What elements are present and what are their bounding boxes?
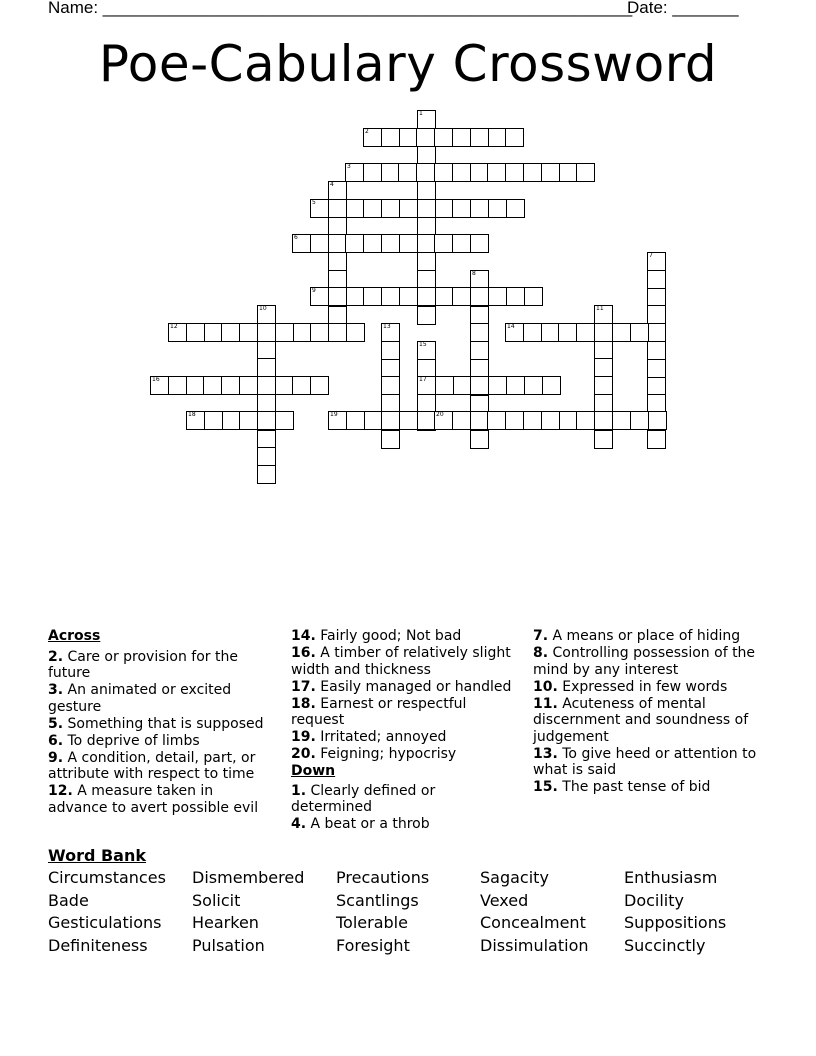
across-clue — [48, 649, 273, 682]
grid-cell[interactable] — [594, 358, 613, 377]
grid-number: 12 — [170, 323, 178, 330]
grid-cell[interactable] — [452, 411, 471, 430]
grid-cell[interactable] — [150, 376, 169, 395]
grid-cell[interactable] — [594, 341, 613, 360]
grid-cell[interactable] — [292, 234, 311, 253]
grid-number: 6 — [294, 234, 298, 241]
grid-cell[interactable] — [559, 163, 578, 182]
grid-cell[interactable] — [470, 323, 489, 342]
grid-cell[interactable] — [381, 411, 400, 430]
clues-column-1 — [48, 628, 273, 817]
grid-cell[interactable] — [435, 199, 454, 218]
grid-cell[interactable] — [381, 199, 400, 218]
grid-cell[interactable] — [523, 323, 542, 342]
clue-number: 19. — [291, 729, 316, 745]
grid-cell[interactable] — [594, 376, 613, 395]
grid-cell[interactable] — [239, 411, 258, 430]
word-bank-item: Bade — [48, 891, 89, 910]
grid-cell[interactable] — [612, 411, 631, 430]
grid-cell[interactable] — [470, 376, 489, 395]
grid-number: 3 — [347, 163, 351, 170]
across-clue — [291, 746, 519, 763]
grid-number: 1 — [419, 110, 423, 117]
grid-cell[interactable] — [416, 128, 435, 147]
grid-cell[interactable] — [506, 287, 525, 306]
grid-cell[interactable] — [292, 376, 311, 395]
grid-cell[interactable] — [257, 358, 276, 377]
grid-cell[interactable] — [470, 430, 489, 449]
grid-cell[interactable] — [328, 411, 347, 430]
grid-cell[interactable] — [328, 323, 347, 342]
grid-number: 5 — [312, 199, 316, 206]
grid-number: 16 — [152, 376, 160, 383]
word-bank-item: Dissimulation — [480, 936, 589, 955]
grid-cell[interactable] — [346, 287, 365, 306]
across-clue — [291, 696, 519, 729]
grid-cell[interactable] — [470, 341, 489, 360]
clue-number: 10. — [533, 678, 558, 695]
down-clue — [533, 628, 761, 645]
clues-column-2 — [291, 628, 519, 833]
grid-cell[interactable] — [328, 217, 347, 236]
grid-cell[interactable] — [275, 411, 294, 430]
clue-text: Expressed in few words — [557, 678, 728, 695]
grid-cell[interactable] — [417, 252, 436, 271]
grid-cell[interactable] — [399, 411, 418, 430]
grid-cell[interactable] — [576, 411, 595, 430]
grid-cell[interactable] — [275, 376, 294, 395]
clue-text: A measure taken in advance to avert possible evil — [48, 783, 259, 816]
grid-number: 11 — [596, 305, 604, 312]
clue-text: Controlling possession of the mind by any interest — [533, 645, 756, 678]
grid-number: 13 — [383, 323, 391, 330]
grid-cell[interactable] — [328, 306, 347, 325]
word-bank-item: Precautions — [336, 868, 430, 887]
down-clue — [291, 816, 519, 833]
clue-number: 8. — [533, 645, 549, 661]
grid-cell[interactable] — [257, 447, 276, 466]
clue-text: To deprive of limbs — [63, 732, 200, 749]
grid-cell[interactable] — [470, 287, 489, 306]
grid-cell[interactable] — [399, 234, 418, 253]
down-heading: Down — [291, 763, 336, 779]
grid-cell[interactable] — [346, 199, 365, 218]
grid-cell[interactable] — [399, 287, 418, 306]
grid-cell[interactable] — [541, 411, 560, 430]
clue-number: 11. — [533, 695, 558, 712]
across-clue — [291, 729, 519, 746]
grid-cell[interactable] — [505, 163, 524, 182]
grid-cell[interactable] — [381, 128, 400, 147]
clue-number: 12. — [48, 783, 73, 799]
grid-cell[interactable] — [505, 323, 524, 342]
clue-text: Easily managed or handled — [315, 678, 512, 695]
clue-text: Irritated; annoyed — [315, 729, 447, 745]
grid-cell[interactable] — [363, 287, 382, 306]
clue-number: 7. — [533, 628, 549, 644]
grid-cell[interactable] — [505, 411, 524, 430]
grid-cell[interactable] — [381, 287, 400, 306]
across-clue — [291, 628, 519, 645]
grid-cell[interactable] — [222, 411, 241, 430]
grid-cell[interactable] — [328, 199, 347, 218]
grid-cell[interactable] — [364, 411, 383, 430]
grid-cell[interactable] — [647, 359, 666, 378]
grid-cell[interactable] — [417, 199, 436, 218]
clue-text: Something that is supposed — [63, 715, 264, 732]
clue-number: 5. — [48, 715, 64, 732]
grid-cell[interactable] — [399, 128, 418, 147]
down-clue — [533, 645, 761, 678]
word-bank-item: Dismembered — [192, 868, 305, 887]
grid-cell[interactable] — [328, 181, 347, 200]
word-bank-item: Suppositions — [624, 913, 727, 932]
grid-cell[interactable] — [505, 128, 524, 147]
grid-cell[interactable] — [435, 376, 454, 395]
grid-cell[interactable] — [470, 234, 489, 253]
word-bank-item: Vexed — [480, 891, 529, 910]
down-clue — [533, 696, 761, 746]
clue-number: 4. — [291, 816, 307, 832]
grid-cell[interactable] — [506, 199, 525, 218]
grid-cell[interactable] — [630, 323, 649, 342]
across-clue — [48, 716, 273, 733]
grid-cell[interactable] — [381, 359, 400, 378]
grid-cell[interactable] — [647, 430, 666, 449]
grid-cell[interactable] — [647, 270, 666, 289]
grid-cell[interactable] — [648, 411, 667, 430]
grid-number: 8 — [472, 270, 476, 277]
grid-cell[interactable] — [168, 376, 187, 395]
grid-cell[interactable] — [186, 376, 205, 395]
grid-cell[interactable] — [470, 306, 489, 325]
grid-cell[interactable] — [417, 146, 436, 165]
clue-number: 15. — [533, 779, 558, 795]
grid-cell[interactable] — [168, 323, 187, 342]
grid-cell[interactable] — [257, 341, 276, 360]
grid-cell[interactable] — [417, 376, 436, 395]
clue-text: A condition, detail, part, or attribute with respect to time — [48, 749, 256, 782]
grid-cell[interactable] — [257, 323, 276, 342]
grid-cell[interactable] — [647, 288, 666, 307]
grid-cell[interactable] — [434, 163, 453, 182]
grid-cell[interactable] — [328, 287, 347, 306]
grid-cell[interactable] — [524, 287, 543, 306]
grid-cell[interactable] — [487, 163, 506, 182]
grid-cell[interactable] — [541, 163, 560, 182]
grid-number: 15 — [419, 341, 427, 348]
grid-cell[interactable] — [381, 234, 400, 253]
grid-cell[interactable] — [523, 411, 542, 430]
grid-cell[interactable] — [346, 411, 365, 430]
clue-number: 3. — [48, 682, 64, 698]
grid-cell[interactable] — [523, 163, 542, 182]
grid-cell[interactable] — [452, 287, 471, 306]
grid-cell[interactable] — [310, 376, 329, 395]
grid-cell[interactable] — [257, 411, 276, 430]
grid-cell[interactable] — [398, 163, 417, 182]
word-bank-item: Definiteness — [48, 936, 148, 955]
across-clue — [291, 679, 519, 696]
grid-cell[interactable] — [594, 305, 613, 324]
grid-cell[interactable] — [452, 163, 471, 182]
grid-cell[interactable] — [204, 323, 223, 342]
grid-cell[interactable] — [221, 376, 240, 395]
grid-cell[interactable] — [381, 341, 400, 360]
clue-text: An animated or excited gesture — [48, 682, 232, 715]
clues-column-3 — [533, 628, 761, 796]
grid-cell[interactable] — [417, 181, 436, 200]
down-clue — [533, 746, 761, 779]
clue-number: 1. — [291, 782, 307, 799]
clue-number: 13. — [533, 745, 558, 762]
grid-number: 18 — [188, 411, 196, 418]
clue-text: Clearly defined or determined — [291, 782, 436, 815]
grid-cell[interactable] — [452, 199, 471, 218]
grid-cell[interactable] — [488, 128, 507, 147]
grid-cell[interactable] — [257, 430, 276, 449]
grid-cell[interactable] — [363, 163, 382, 182]
date-field-label: Date: _______ — [627, 0, 739, 17]
grid-cell[interactable] — [363, 234, 382, 253]
grid-cell[interactable] — [576, 163, 595, 182]
grid-cell[interactable] — [576, 323, 595, 342]
grid-number: 10 — [259, 305, 267, 312]
grid-number: 17 — [419, 376, 427, 383]
grid-number: 20 — [436, 411, 444, 418]
grid-number: 7 — [649, 252, 653, 259]
across-clue — [48, 733, 273, 750]
grid-cell[interactable] — [417, 341, 436, 360]
grid-cell[interactable] — [239, 376, 258, 395]
grid-cell[interactable] — [328, 234, 347, 253]
grid-cell[interactable] — [452, 234, 471, 253]
clue-text: The past tense of bid — [557, 779, 711, 795]
grid-cell[interactable] — [275, 323, 294, 342]
grid-cell[interactable] — [434, 234, 453, 253]
grid-cell[interactable] — [647, 252, 666, 271]
grid-cell[interactable] — [381, 323, 400, 342]
grid-cell[interactable] — [239, 323, 258, 342]
name-field-label: Name: ________________________________________________________ — [48, 0, 633, 17]
grid-cell[interactable] — [434, 128, 453, 147]
grid-cell[interactable] — [310, 234, 329, 253]
word-bank-item: Docility — [624, 891, 684, 910]
grid-cell[interactable] — [381, 376, 400, 395]
grid-cell[interactable] — [417, 217, 436, 236]
word-bank-item: Sagacity — [480, 868, 549, 887]
grid-cell[interactable] — [363, 199, 382, 218]
grid-cell[interactable] — [524, 376, 543, 395]
clue-number: 9. — [48, 749, 64, 766]
grid-cell[interactable] — [487, 411, 506, 430]
grid-cell[interactable] — [257, 305, 276, 324]
grid-cell[interactable] — [204, 411, 223, 430]
grid-cell[interactable] — [541, 323, 560, 342]
word-bank-item: Hearken — [192, 913, 259, 932]
grid-cell[interactable] — [470, 128, 489, 147]
grid-cell[interactable] — [453, 376, 472, 395]
across-clue — [291, 645, 519, 678]
grid-cell[interactable] — [488, 199, 507, 218]
word-bank-item: Scantlings — [336, 891, 419, 910]
across-clue — [48, 750, 273, 783]
grid-number: 9 — [312, 287, 316, 294]
grid-cell[interactable] — [594, 411, 613, 430]
grid-cell[interactable] — [203, 376, 222, 395]
grid-cell[interactable] — [381, 163, 400, 182]
grid-cell[interactable] — [506, 376, 525, 395]
grid-cell[interactable] — [488, 287, 507, 306]
grid-cell[interactable] — [417, 234, 436, 253]
grid-cell[interactable] — [559, 411, 578, 430]
word-bank-item: Concealment — [480, 913, 586, 932]
grid-cell[interactable] — [417, 306, 436, 325]
clue-text: To give heed or attention to what is said — [533, 745, 757, 778]
grid-cell[interactable] — [452, 128, 471, 147]
grid-cell[interactable] — [363, 128, 382, 147]
grid-number: 2 — [365, 128, 369, 135]
grid-cell[interactable] — [470, 163, 489, 182]
grid-cell[interactable] — [257, 376, 276, 395]
across-clue — [48, 783, 273, 816]
grid-number: 19 — [330, 411, 338, 418]
clue-text: Fairly good; Not bad — [315, 628, 462, 644]
clue-number: 20. — [291, 746, 316, 762]
grid-cell[interactable] — [470, 199, 489, 218]
grid-cell[interactable] — [542, 376, 561, 395]
clue-text: A timber of relatively slight width and thickness — [291, 645, 511, 678]
clue-number: 14. — [291, 628, 316, 644]
grid-cell[interactable] — [186, 323, 205, 342]
clue-text: Earnest or respectful request — [291, 695, 467, 728]
grid-cell[interactable] — [558, 323, 577, 342]
grid-cell[interactable] — [612, 323, 631, 342]
grid-cell[interactable] — [630, 411, 649, 430]
grid-cell[interactable] — [416, 163, 435, 182]
grid-cell[interactable] — [594, 430, 613, 449]
page-title: Poe-Cabulary Crossword — [98, 35, 718, 93]
clue-number: 2. — [48, 648, 64, 665]
clue-number: 17. — [291, 678, 316, 695]
word-bank-item: Circumstances — [48, 868, 166, 887]
word-bank-item: Tolerable — [336, 913, 408, 932]
grid-number: 14 — [507, 323, 515, 330]
grid-cell[interactable] — [381, 430, 400, 449]
grid-cell[interactable] — [310, 323, 329, 342]
grid-cell[interactable] — [470, 411, 489, 430]
clue-text: Care or provision for the future — [48, 648, 238, 681]
word-bank-heading: Word Bank — [48, 846, 147, 865]
clue-number: 16. — [291, 645, 316, 661]
clue-number: 18. — [291, 695, 316, 712]
grid-cell[interactable] — [647, 323, 666, 342]
word-bank-item: Enthusiasm — [624, 868, 718, 887]
grid-cell[interactable] — [310, 287, 329, 306]
grid-cell[interactable] — [257, 465, 276, 484]
word-bank-item: Pulsation — [192, 936, 265, 955]
down-clue — [533, 679, 761, 696]
grid-cell[interactable] — [647, 341, 666, 360]
clue-number: 6. — [48, 732, 64, 749]
grid-cell[interactable] — [310, 199, 329, 218]
clue-text: A means or place of hiding — [548, 628, 741, 644]
grid-cell[interactable] — [647, 377, 666, 396]
grid-cell[interactable] — [345, 234, 364, 253]
across-clue — [48, 682, 273, 715]
word-bank-item: Solicit — [192, 891, 241, 910]
grid-cell[interactable] — [435, 287, 454, 306]
grid-number: 4 — [330, 181, 334, 188]
grid-cell[interactable] — [221, 323, 240, 342]
word-bank-item: Succinctly — [624, 936, 706, 955]
grid-cell[interactable] — [594, 323, 613, 342]
across-heading: Across — [48, 628, 101, 644]
grid-cell[interactable] — [417, 110, 436, 129]
down-clue — [533, 779, 761, 796]
grid-cell[interactable] — [417, 359, 436, 378]
clue-text: Acuteness of mental discernment and soundness of judgement — [533, 695, 749, 745]
clue-text: A beat or a throb — [306, 816, 430, 832]
grid-cell[interactable] — [647, 305, 666, 324]
grid-cell[interactable] — [434, 411, 453, 430]
grid-cell[interactable] — [346, 323, 365, 342]
clue-text: Feigning; hypocrisy — [315, 746, 457, 762]
grid-cell[interactable] — [328, 252, 347, 271]
word-bank-item: Gesticulations — [48, 913, 162, 932]
grid-cell[interactable] — [399, 199, 418, 218]
grid-cell[interactable] — [488, 376, 507, 395]
down-clue — [291, 783, 519, 816]
grid-cell[interactable] — [293, 323, 312, 342]
grid-cell[interactable] — [345, 163, 364, 182]
grid-cell[interactable] — [417, 287, 436, 306]
word-bank-item: Foresight — [336, 936, 410, 955]
grid-cell[interactable] — [186, 411, 205, 430]
